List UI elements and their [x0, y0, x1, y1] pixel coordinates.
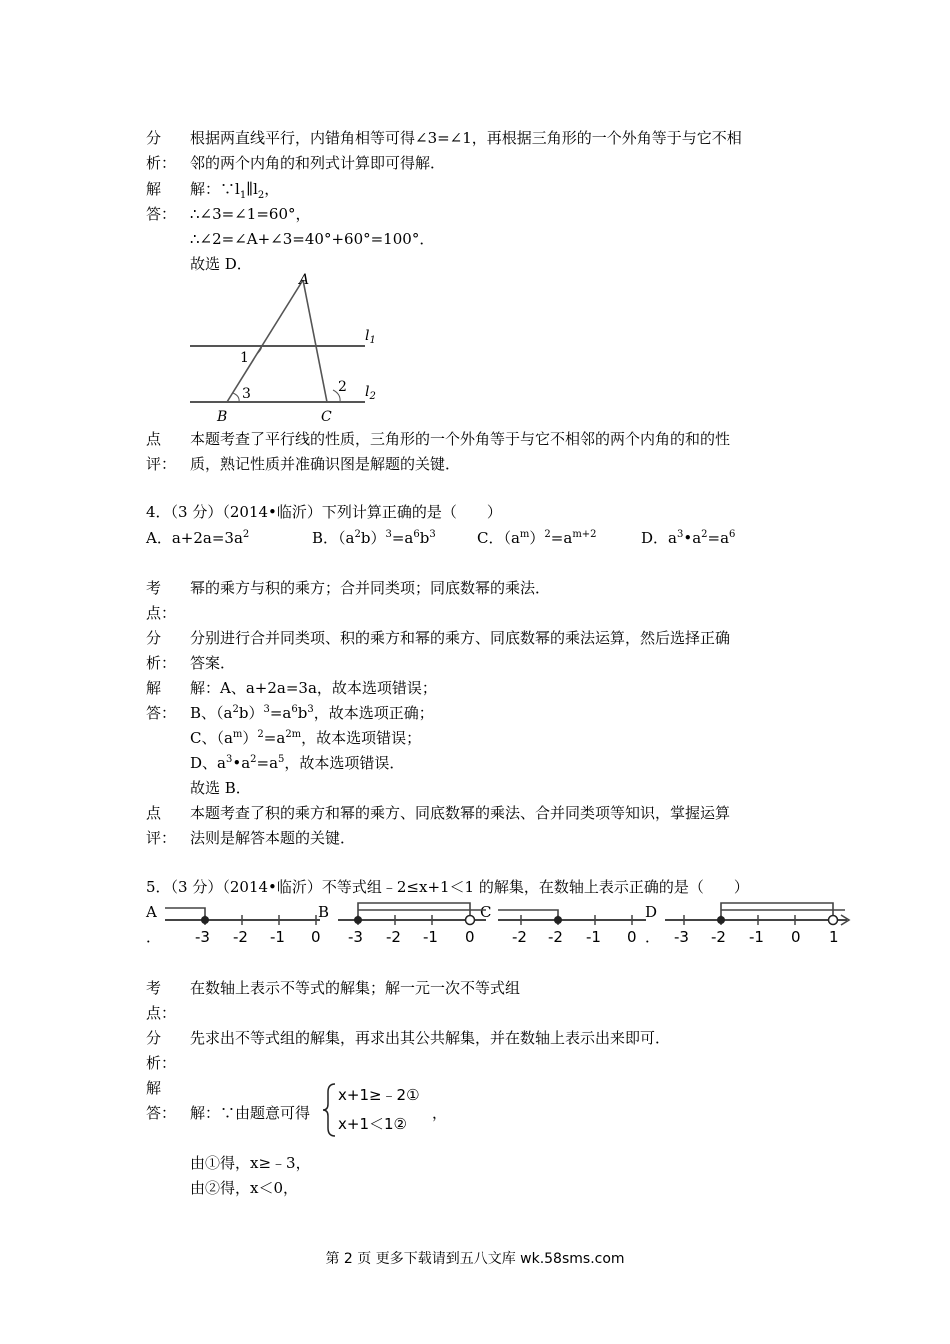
svg-text:-1: -1	[423, 928, 438, 946]
svg-text:0: 0	[465, 928, 475, 946]
q4-option-d: D．$a^3•a^2=a^6$	[641, 529, 736, 547]
closed-point	[201, 916, 209, 924]
q4-option-b: B．$(a^2b)^3=a^6b^3$	[312, 529, 436, 547]
q4-keypoint-label: 考	[146, 579, 162, 597]
svg-text:1: 1	[829, 928, 839, 946]
q4-answer-line-2: B、$(a^2b)^3=a^6b^3$，故本选项正确；	[190, 704, 434, 722]
q3-answer-label: 解	[146, 180, 162, 198]
svg-text:0: 0	[627, 928, 637, 946]
q4-answer-label: 解	[146, 679, 162, 697]
label-b: B	[217, 409, 228, 424]
label-a: A	[299, 272, 310, 288]
q4-analysis-label-2: 析：	[146, 654, 177, 672]
q5-answer-line-1: 解：∵由题意可得	[190, 1104, 311, 1122]
q4-comment-label-2: 评：	[146, 829, 177, 847]
q4-answer-line-4: D、$a^3•a^2=a^5$，故本选项错误．	[190, 754, 405, 772]
triangle-side-ab	[227, 280, 303, 402]
q5-answer-line-3: 由②得，x＜0，	[190, 1179, 299, 1197]
label-angle-3: 3	[242, 386, 251, 402]
q5-answer-line-2: 由①得，x≥﹣3，	[190, 1154, 311, 1172]
svg-text:-2: -2	[711, 928, 726, 946]
q5-analysis-text: 先求出不等式组的解集，再求出其公共解集，并在数轴上表示出来即可．	[190, 1029, 671, 1047]
q3-answer-line-1: 解：$\because l_1\parallel l_2$，	[190, 180, 280, 201]
q4-option-a: A．$a+2a=3a^2$	[146, 529, 250, 547]
q4-analysis-label: 分	[146, 629, 162, 647]
q4-answer-label-2: 答：	[146, 704, 177, 722]
svg-text:0: 0	[311, 928, 321, 946]
number-line-d	[665, 896, 855, 946]
q3-analysis-label: 分	[146, 129, 162, 147]
svg-text:-2: -2	[512, 928, 527, 946]
q4-keypoint-text: 幂的乘方与积的乘方；合并同类项；同底数幂的乘法．	[190, 579, 551, 597]
q3-answer-line-3: ∴∠2=∠A+∠3=40°+60°=100°．	[190, 230, 435, 248]
label-c: C	[321, 409, 332, 424]
q4-comment-line-1: 本题考查了积的乘方和幂的乘方、同底数幂的乘法、合并同类项等知识，掌握运算	[190, 804, 731, 822]
page-footer: 第 2 页 更多下载请到五八文库 wk.58sms.com	[325, 1251, 625, 1267]
closed-point	[354, 916, 362, 924]
label-angle-2: 2	[338, 379, 347, 395]
q3-analysis-line-1: 根据两直线平行，内错角相等可得∠3=∠1，再根据三角形的一个外角等于与它不相	[190, 129, 742, 147]
q5-stem: 5．（3 分）（2014•临沂）不等式组﹣2≤x+1＜1 的解集，在数轴上表示正确的是（ ）	[146, 878, 749, 896]
q3-comment-label-2: 评：	[146, 455, 177, 473]
q4-keypoint-label-2: 点：	[146, 604, 177, 622]
q3-comment-line-1: 本题考查了平行线的性质，三角形的一个外角等于与它不相邻的两个内角的和的性	[190, 430, 731, 448]
svg-text:0: 0	[791, 928, 801, 946]
q4-stem: 4．（3 分）（2014•临沂）下列计算正确的是（ ）	[146, 503, 502, 521]
parallel-lines-triangle-diagram	[185, 272, 395, 424]
system-line-1: x+1≥﹣2①	[338, 1086, 420, 1104]
label-l2: $l_2$	[365, 384, 376, 402]
open-point	[466, 916, 475, 925]
svg-text:-1: -1	[586, 928, 601, 946]
q5-keypoint-label-2: 点：	[146, 1004, 177, 1022]
q5-keypoint-label: 考	[146, 979, 162, 997]
system-brace	[322, 1082, 338, 1138]
q4-answer-line-5: 故选 B．	[190, 779, 251, 797]
label-angle-1: 1	[240, 350, 249, 366]
q5-option-d-dot: ．	[645, 928, 661, 946]
system-tail: ，	[432, 1104, 448, 1122]
q5-keypoint-text: 在数轴上表示不等式的解集；解一元一次不等式组	[190, 979, 521, 997]
q4-comment-label: 点	[146, 804, 162, 822]
svg-text:-3: -3	[195, 928, 210, 946]
q4-comment-line-2: 法则是解答本题的关键．	[190, 829, 356, 847]
svg-text:-3: -3	[348, 928, 363, 946]
q4-answer-line-3: C、$(a^m)^2=a^{2m}$，故本选项错误；	[190, 729, 422, 747]
open-point	[829, 916, 838, 925]
q4-analysis-line-1: 分别进行合并同类项、积的乘方和幂的乘方、同底数幂的乘法运算，然后选择正确	[190, 629, 731, 647]
q3-answer-line-4: 故选 D．	[190, 255, 252, 273]
number-line-b	[338, 898, 488, 946]
q5-option-b-letter: B	[318, 903, 330, 921]
system-line-2: x+1＜1②	[338, 1115, 407, 1133]
q4-option-c: C．$(a^m)^2=a^{m+2}$	[477, 529, 597, 547]
label-l1: $l_1$	[365, 328, 376, 346]
q5-option-a-dot: ．	[146, 928, 162, 946]
q5-analysis-label: 分	[146, 1029, 162, 1047]
svg-text:-2: -2	[548, 928, 563, 946]
q3-analysis-line-2: 邻的两个内角的和列式计算即可得解．	[190, 154, 446, 172]
q3-comment-label: 点	[146, 430, 162, 448]
q5-option-a-letter: A	[146, 903, 157, 921]
svg-text:-1: -1	[749, 928, 764, 946]
q5-answer-label-2: 答：	[146, 1104, 177, 1122]
q5-option-d-letter: D	[645, 903, 658, 921]
q3-analysis-label-2: 析：	[146, 154, 177, 172]
svg-text:-3: -3	[674, 928, 689, 946]
q4-answer-line-1: 解：A、a+2a=3a，故本选项错误；	[190, 679, 437, 697]
number-line-c	[498, 900, 648, 948]
triangle-side-ac	[303, 280, 327, 402]
closed-point	[717, 916, 725, 924]
q5-analysis-label-2: 析：	[146, 1054, 177, 1072]
svg-text:-2: -2	[386, 928, 401, 946]
q3-comment-line-2: 质，熟记性质并准确识图是解题的关键．	[190, 455, 461, 473]
number-line-a	[165, 900, 325, 948]
q5-answer-label: 解	[146, 1079, 162, 1097]
svg-text:-1: -1	[270, 928, 285, 946]
q5-option-c-letter: C	[480, 903, 492, 921]
q4-analysis-line-2: 答案．	[190, 654, 236, 672]
angle-3-arc	[233, 393, 239, 402]
svg-text:-2: -2	[233, 928, 248, 946]
closed-point	[554, 916, 562, 924]
q3-answer-label-2: 答：	[146, 205, 177, 223]
q3-answer-line-2: ∴∠3=∠1=60°，	[190, 205, 311, 223]
